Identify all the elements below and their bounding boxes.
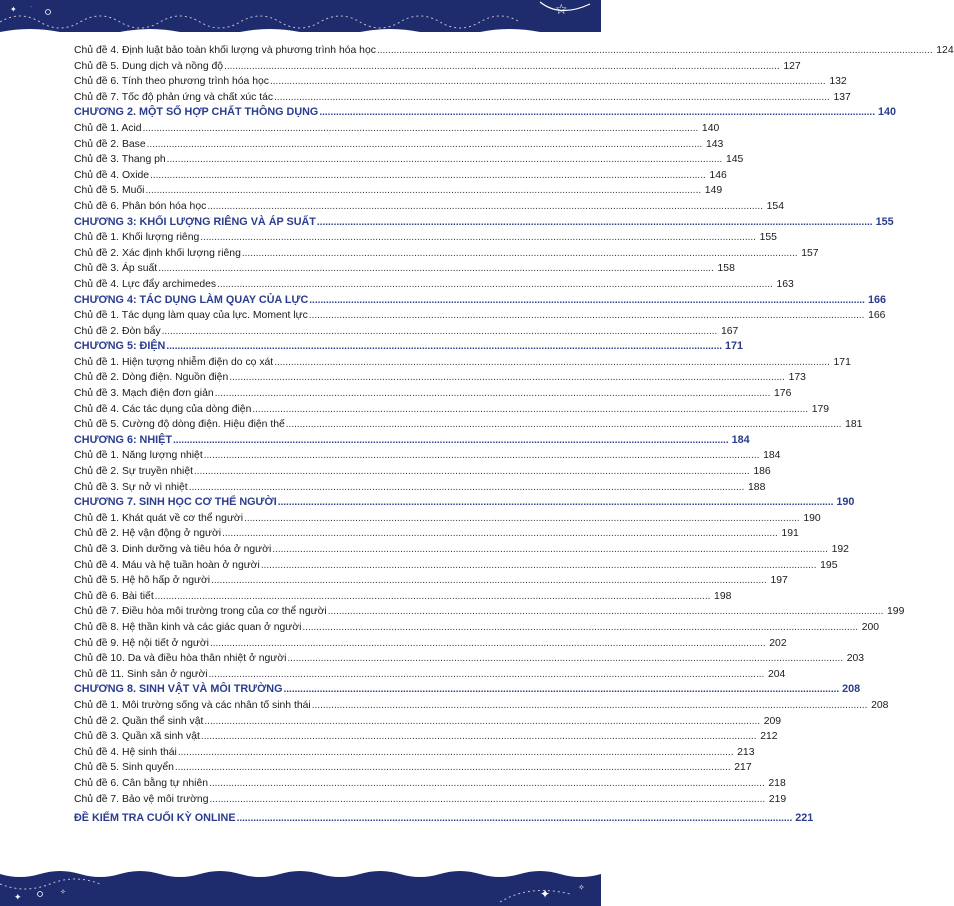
toc-entry-title: Chủ đề 1. Khát quát về cơ thể người bbox=[74, 512, 244, 524]
toc-entry-title: Chủ đề 10. Da và điều hòa thân nhiệt ở người bbox=[74, 653, 287, 665]
toc-entry-title: Chủ đề 8. Hệ thần kinh và các giác quan ở người bbox=[74, 621, 302, 633]
toc-entry bbox=[74, 183, 723, 199]
toc-entry-title: Chủ đề 9. Hệ nội tiết ở người bbox=[74, 637, 209, 649]
toc-entry bbox=[74, 74, 847, 90]
toc-leader-dots: ........................................................................................................................................................................................................ bbox=[207, 200, 763, 212]
toc-entry bbox=[74, 729, 778, 745]
toc-leader-dots: ........................................................................................................................................................................................................ bbox=[194, 466, 750, 478]
toc-entry-title: Chủ đề 7. Tốc độ phản ứng và chất xúc tác bbox=[74, 91, 274, 103]
toc-entry bbox=[74, 137, 724, 153]
toc-leader-dots: ........................................................................................................................................................................................................ bbox=[154, 590, 711, 602]
toc-entry-title: Chủ đề 2. Dòng điện. Nguồn điện bbox=[74, 372, 229, 384]
toc-entry bbox=[74, 90, 851, 106]
toc-entry bbox=[74, 542, 849, 558]
toc-entry-title: Chủ đề 3. Quần xã sinh vật bbox=[74, 731, 200, 743]
toc-entry bbox=[74, 526, 799, 542]
toc-leader-dots: ........................................................................................................................................................................................................ bbox=[209, 793, 766, 805]
toc-page-number: 212 bbox=[760, 731, 778, 743]
toc-entry-title: CHƯƠNG 5: ĐIỆN bbox=[74, 340, 166, 353]
svg-text:·: · bbox=[30, 4, 32, 10]
toc-leader-dots: ........................................................................................................................................................................................................ bbox=[145, 185, 702, 197]
toc-entry bbox=[74, 667, 786, 683]
toc-page-number: 204 bbox=[767, 668, 786, 680]
toc-entry-title: Chủ đề 1. Acid bbox=[74, 122, 142, 134]
toc-leader-dots: ........................................................................................................................................................................................................ bbox=[177, 746, 734, 758]
toc-entry-title: Chủ đề 1. Hiện tượng nhiễm điện do cọ xát bbox=[74, 356, 274, 368]
toc-page-number: 218 bbox=[768, 777, 786, 789]
toc-leader-dots: ........................................................................................................................................................................................................ bbox=[376, 45, 933, 56]
toc-leader-dots: ........................................................................................................................................................................................................ bbox=[158, 263, 714, 275]
toc-entry bbox=[74, 324, 739, 340]
toc-page-number: 140 bbox=[877, 106, 896, 119]
toc-page-number: 200 bbox=[861, 621, 880, 633]
toc-chapter-heading bbox=[74, 215, 894, 231]
toc-leader-dots: ........................................................................................................................................................................................................ bbox=[161, 325, 718, 337]
toc-page-number: 158 bbox=[717, 263, 735, 275]
svg-text:✦: ✦ bbox=[10, 5, 17, 14]
toc-entry bbox=[74, 308, 886, 324]
toc-entry-title: Chủ đề 6. Tính theo phương trình hóa học bbox=[74, 76, 269, 88]
toc-page-number: 124 bbox=[936, 45, 954, 56]
toc-entry bbox=[74, 152, 744, 168]
toc-page-number: 179 bbox=[811, 403, 830, 415]
toc-page-number: 171 bbox=[833, 356, 851, 368]
toc-entry-title: Chủ đề 4. Máu và hệ tuần hoàn ở người bbox=[74, 559, 260, 571]
toc-entry-title: Chủ đề 3. Mạch điện đơn giản bbox=[74, 388, 214, 400]
toc-leader-dots: ........................................................................................................................................................................................................ bbox=[222, 528, 778, 540]
footer-band bbox=[0, 864, 601, 906]
toc-leader-dots: ........................................................................................................................................................................................................ bbox=[252, 403, 809, 415]
toc-page-number: 145 bbox=[726, 154, 744, 166]
toc-page-number: 157 bbox=[801, 247, 819, 259]
toc-leader-dots: ........................................................................................................................................................................................................ bbox=[203, 450, 760, 462]
toc-leader-dots: ........................................................................................................................................................................................................ bbox=[166, 341, 723, 353]
toc-entry bbox=[74, 246, 819, 262]
toc-entry-title: Chủ đề 3. Sự nở vì nhiệt bbox=[74, 481, 188, 493]
toc-leader-dots: ........................................................................................................................................................................................................ bbox=[319, 107, 875, 119]
toc-entry-title: Chủ đề 6. Cân bằng tự nhiên bbox=[74, 777, 209, 789]
toc-entry-title: Chủ đề 6. Bài tiết bbox=[74, 590, 154, 602]
toc-page-number: 140 bbox=[701, 122, 720, 134]
svg-text:✦: ✦ bbox=[540, 887, 551, 901]
toc-page-number: 192 bbox=[831, 544, 849, 555]
toc-page-number: 181 bbox=[845, 419, 863, 431]
toc-page-number: 199 bbox=[887, 606, 905, 618]
toc-chapter-heading bbox=[74, 682, 861, 698]
toc-entry-title: Chủ đề 4. Lực đẩy archimedes bbox=[74, 278, 217, 290]
toc-page-number: 166 bbox=[867, 293, 886, 306]
toc-leader-dots: ........................................................................................................................................................................................................ bbox=[277, 497, 834, 509]
toc-entry-title: Chủ đề 5. Muối bbox=[74, 185, 145, 197]
toc-page-number: 167 bbox=[720, 325, 739, 337]
toc-entry bbox=[74, 386, 792, 402]
toc-page-number: 127 bbox=[783, 60, 801, 72]
toc-page-number: 213 bbox=[737, 746, 755, 758]
toc-entry bbox=[74, 199, 784, 215]
toc-entry-title: Chủ đề 2. Xác định khối lượng riêng bbox=[74, 247, 241, 259]
toc-entry bbox=[74, 355, 851, 371]
toc-entry-title: Chủ đề 5. Dung dịch và nồng độ bbox=[74, 60, 224, 72]
toc-leader-dots: ........................................................................................................................................................................................................ bbox=[166, 154, 723, 166]
toc-entry-title: Chủ đề 5. Hệ hô hấp ở người bbox=[74, 575, 211, 587]
toc-entry bbox=[74, 480, 766, 496]
toc-chapter-heading bbox=[74, 105, 896, 121]
toc-leader-dots: ........................................................................................................................................................................................................ bbox=[217, 278, 773, 290]
footer-decoration bbox=[0, 864, 601, 906]
toc-leader-dots: ........................................................................................................................................................................................................ bbox=[260, 559, 817, 571]
toc-page-number: 190 bbox=[836, 496, 855, 509]
toc-entry bbox=[74, 589, 732, 605]
toc-leader-dots: ........................................................................................................................................................................................................ bbox=[309, 294, 865, 306]
toc-entry-title: Chủ đề 11. Sinh sản ở người bbox=[74, 668, 208, 680]
toc-page-number: 208 bbox=[871, 699, 889, 711]
toc-entry bbox=[74, 402, 830, 418]
toc-page-number: 149 bbox=[704, 185, 723, 197]
toc-leader-dots: ........................................................................................................................................................................................................ bbox=[229, 372, 785, 384]
toc-entry bbox=[74, 651, 865, 667]
toc-page-number: 146 bbox=[709, 169, 727, 181]
toc-leader-dots: ........................................................................................................................................................................................................ bbox=[208, 668, 765, 680]
toc-leader-dots: ........................................................................................................................................................................................................ bbox=[224, 60, 780, 72]
toc-page-number: 217 bbox=[734, 762, 752, 774]
toc-page-number: 186 bbox=[753, 466, 771, 478]
table-of-contents bbox=[74, 43, 954, 827]
header-band bbox=[0, 0, 601, 32]
toc-entry bbox=[74, 277, 794, 293]
toc-chapter-heading bbox=[74, 495, 855, 511]
toc-page-number: 163 bbox=[776, 278, 794, 290]
toc-entry bbox=[74, 168, 727, 184]
toc-leader-dots: ........................................................................................................................................................................................................ bbox=[209, 777, 765, 789]
toc-entry bbox=[74, 448, 781, 464]
toc-entry-title: CHƯƠNG 3: KHỐI LƯỢNG RIÊNG VÀ ÁP SUẤT bbox=[74, 215, 316, 228]
toc-entry bbox=[74, 760, 752, 776]
toc-page-number: 203 bbox=[846, 653, 865, 665]
toc-entry bbox=[74, 620, 880, 636]
toc-page-number: 191 bbox=[781, 528, 799, 540]
toc-entry-title: CHƯƠNG 7. SINH HỌC CƠ THỂ NGƯỜI bbox=[74, 496, 277, 509]
toc-leader-dots: ........................................................................................................................................................................................................ bbox=[236, 813, 793, 825]
toc-entry-title: CHƯƠNG 8. SINH VẬT VÀ MÔI TRƯỜNG bbox=[74, 683, 283, 696]
toc-entry bbox=[74, 121, 720, 137]
toc-entry bbox=[74, 776, 786, 792]
toc-page-number: 155 bbox=[759, 232, 777, 244]
toc-entry bbox=[74, 573, 788, 589]
toc-page-number: 195 bbox=[820, 559, 838, 571]
toc-entry-title: Chủ đề 2. Quần thể sinh vật bbox=[74, 715, 204, 727]
toc-entry-title: Chủ đề 1. Tác dụng làm quay của lực. Moment lực bbox=[74, 310, 308, 322]
toc-entry-title: Chủ đề 7. Bảo vệ môi trường bbox=[74, 793, 209, 805]
toc-entry-title: Chủ đề 1. Năng lượng nhiệt bbox=[74, 450, 203, 462]
svg-text:☆: ☆ bbox=[555, 1, 568, 17]
toc-leader-dots: ........................................................................................................................................................................................................ bbox=[188, 481, 745, 493]
toc-entry-title: CHƯƠNG 4: TÁC DỤNG LÀM QUAY CỦA LỰC bbox=[74, 293, 309, 306]
toc-page-number: 184 bbox=[731, 433, 750, 446]
svg-text:✦: ✦ bbox=[14, 892, 22, 902]
toc-leader-dots: ........................................................................................................................................................................................................ bbox=[274, 356, 830, 368]
toc-entry bbox=[74, 511, 821, 527]
toc-page-number: 208 bbox=[842, 683, 861, 696]
toc-entry-title: Chủ đề 4. Định luật bảo toàn khối lượng và phương trình hóa học bbox=[74, 45, 376, 56]
toc-entry bbox=[74, 59, 801, 75]
toc-leader-dots: ........................................................................................................................................................................................................ bbox=[311, 699, 868, 711]
toc-leader-dots: ........................................................................................................................................................................................................ bbox=[200, 232, 756, 244]
toc-page-number: 137 bbox=[833, 91, 851, 103]
svg-text:✧: ✧ bbox=[60, 889, 66, 896]
toc-entry bbox=[74, 261, 735, 277]
toc-entry bbox=[74, 370, 806, 386]
toc-entry-title: Chủ đề 4. Các tác dụng của dòng điện bbox=[74, 403, 252, 415]
toc-leader-dots: ........................................................................................................................................................................................................ bbox=[200, 731, 757, 743]
toc-entry-title: Chủ đề 5. Cường độ dòng điện. Hiệu điện thế bbox=[74, 419, 285, 431]
header-decoration bbox=[0, 0, 601, 32]
toc-entry bbox=[74, 417, 863, 433]
toc-leader-dots: ........................................................................................................................................................................................................ bbox=[209, 637, 766, 649]
toc-entry-title: Chủ đề 4. Oxide bbox=[74, 169, 150, 181]
toc-entry-title: Chủ đề 6. Phân bón hóa học bbox=[74, 200, 207, 212]
toc-chapter-heading bbox=[74, 293, 886, 309]
toc-page-number: 171 bbox=[725, 340, 744, 353]
toc-page-number: 184 bbox=[763, 450, 781, 462]
toc-entry-title: Chủ đề 7. Điều hòa môi trường trong của cơ thể người bbox=[74, 606, 327, 618]
toc-leader-dots: ........................................................................................................................................................................................................ bbox=[302, 621, 859, 633]
toc-entry-title: Chủ đề 3. Thang ph bbox=[74, 154, 166, 166]
toc-page-number: 154 bbox=[766, 200, 784, 212]
toc-entry bbox=[74, 698, 889, 714]
toc-page-number: 202 bbox=[769, 637, 787, 649]
toc-chapter-heading bbox=[74, 811, 814, 827]
toc-entry-title: ĐỀ KIỂM TRA CUỐI KỲ ONLINE bbox=[74, 812, 236, 825]
toc-leader-dots: ........................................................................................................................................................................................................ bbox=[283, 684, 840, 696]
toc-entry-title: Chủ đề 2. Sự truyền nhiệt bbox=[74, 466, 194, 478]
toc-entry bbox=[74, 714, 782, 730]
toc-entry bbox=[74, 230, 777, 246]
toc-leader-dots: ........................................................................................................................................................................................................ bbox=[274, 91, 830, 103]
toc-entry-title: Chủ đề 1. Môi trường sống và các nhân tố sinh thái bbox=[74, 699, 311, 711]
toc-page-number: 209 bbox=[763, 715, 782, 727]
toc-entry bbox=[74, 636, 787, 652]
toc-leader-dots: ........................................................................................................................................................................................................ bbox=[269, 76, 826, 88]
toc-page-number: 166 bbox=[868, 310, 886, 322]
toc-page-number: 219 bbox=[768, 793, 787, 805]
toc-leader-dots: ........................................................................................................................................................................................................ bbox=[172, 434, 729, 446]
toc-leader-dots: ........................................................................................................................................................................................................ bbox=[308, 310, 865, 322]
toc-entry-title: Chủ đề 1. Khối lượng riêng bbox=[74, 232, 200, 244]
toc-leader-dots: ........................................................................................................................................................................................................ bbox=[214, 388, 771, 400]
toc-leader-dots: ........................................................................................................................................................................................................ bbox=[174, 762, 731, 774]
toc-page-number: 173 bbox=[788, 372, 806, 384]
toc-page-number: 143 bbox=[705, 138, 724, 150]
toc-leader-dots: ........................................................................................................................................................................................................ bbox=[142, 122, 699, 134]
toc-page-number: 132 bbox=[829, 76, 847, 88]
toc-leader-dots: ........................................................................................................................................................................................................ bbox=[285, 419, 842, 431]
toc-entry bbox=[74, 558, 838, 574]
toc-leader-dots: ........................................................................................................................................................................................................ bbox=[327, 606, 884, 618]
toc-chapter-heading bbox=[74, 433, 750, 449]
toc-entry-title: CHƯƠNG 2. MỘT SỐ HỢP CHẤT THÔNG DỤNG bbox=[74, 106, 319, 119]
toc-entry-title: Chủ đề 4. Hệ sinh thái bbox=[74, 746, 177, 758]
toc-entry bbox=[74, 792, 787, 808]
toc-leader-dots: ........................................................................................................................................................................................................ bbox=[241, 247, 798, 259]
toc-page-number: 188 bbox=[748, 481, 766, 493]
toc-leader-dots: ........................................................................................................................................................................................................ bbox=[150, 169, 706, 181]
svg-text:✧: ✧ bbox=[578, 883, 585, 892]
toc-entry-title: Chủ đề 2. Đòn bẩy bbox=[74, 325, 161, 337]
toc-leader-dots: ........................................................................................................................................................................................................ bbox=[272, 544, 828, 555]
toc-chapter-heading bbox=[74, 339, 744, 355]
toc-leader-dots: ........................................................................................................................................................................................................ bbox=[204, 715, 761, 727]
toc-page-number: 155 bbox=[875, 215, 894, 228]
toc-entry bbox=[74, 464, 771, 480]
toc-leader-dots: ........................................................................................................................................................................................................ bbox=[316, 216, 873, 228]
toc-leader-dots: ........................................................................................................................................................................................................ bbox=[244, 512, 800, 524]
toc-entry bbox=[74, 43, 954, 59]
toc-entry-title: CHƯƠNG 6: NHIỆT bbox=[74, 433, 172, 446]
toc-entry bbox=[74, 745, 755, 761]
toc-page-number: 198 bbox=[714, 590, 732, 602]
toc-entry-title: Chủ đề 5. Sinh quyển bbox=[74, 762, 174, 774]
toc-page-number: 190 bbox=[803, 512, 821, 524]
toc-entry-title: Chủ đề 3. Áp suất bbox=[74, 263, 158, 275]
toc-leader-dots: ........................................................................................................................................................................................................ bbox=[146, 138, 703, 150]
toc-entry-title: Chủ đề 2. Hệ vận động ở người bbox=[74, 528, 222, 540]
toc-leader-dots: ........................................................................................................................................................................................................ bbox=[211, 575, 767, 587]
toc-entry-title: Chủ đề 2. Base bbox=[74, 138, 146, 150]
toc-page-number: 221 bbox=[795, 812, 814, 825]
toc-entry bbox=[74, 604, 905, 620]
toc-entry-title: Chủ đề 3. Dinh dưỡng và tiêu hóa ở người bbox=[74, 544, 272, 555]
toc-page-number: 197 bbox=[770, 575, 788, 587]
toc-leader-dots: ........................................................................................................................................................................................................ bbox=[287, 653, 844, 665]
toc-page-number: 176 bbox=[774, 388, 792, 400]
